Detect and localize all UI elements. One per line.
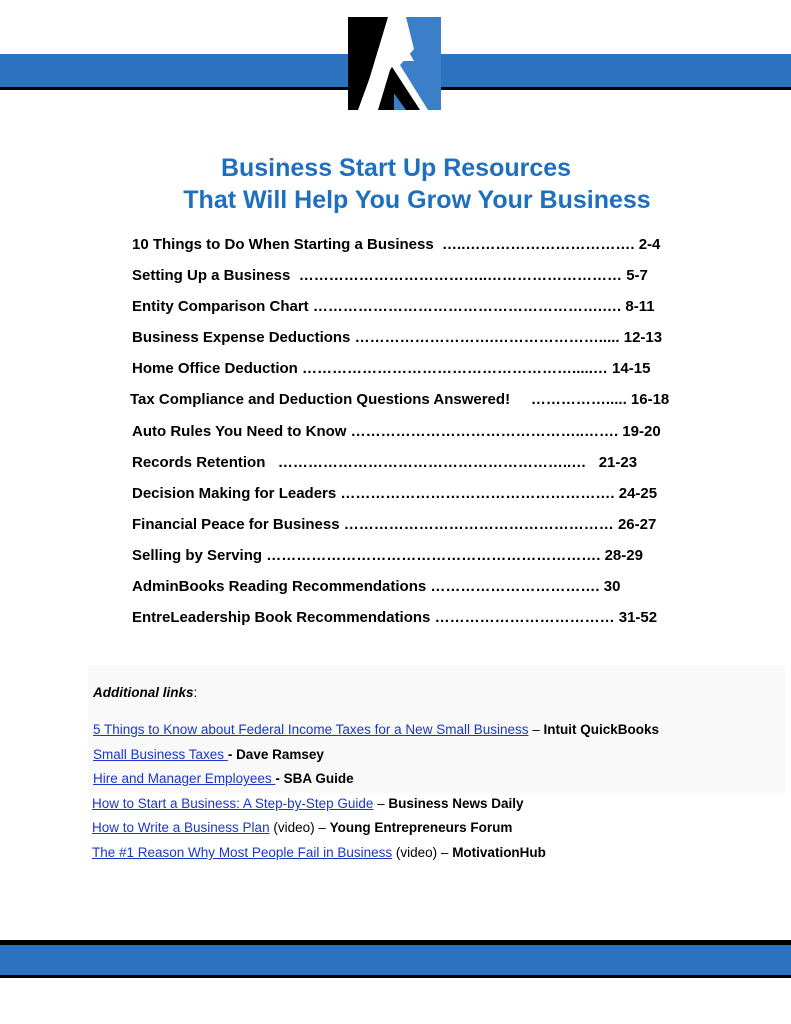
resource-link[interactable]: 5 Things to Know about Federal Income Taxes for a New Small Business [93,722,529,737]
toc-label: Financial Peace for Business [132,516,340,533]
resource-source: Intuit QuickBooks [543,722,660,737]
toc-pages: 21-23 [598,454,638,471]
toc-label: Setting Up a Business [132,267,291,284]
toc-item [132,547,643,564]
resource-link-row [92,820,512,835]
resource-link[interactable]: Hire and Manager Employees [93,771,276,786]
toc-item [132,329,662,346]
resource-link-row [92,845,546,860]
resource-source: MotivationHub [452,845,546,860]
footer-band [0,940,791,978]
toc-leader: ………………………………………………….…. [308,298,626,315]
resource-link-note: (video) – [392,845,453,860]
page-title-line1: Business Start Up Resources [220,154,572,182]
resource-source: Dave Ramsey [236,747,324,762]
resource-link-row [92,796,523,811]
toc-leader: …..……………………………. [433,236,639,253]
toc-pages: 19-20 [622,423,661,440]
toc-pages: 8-11 [625,298,655,315]
resource-link-row [93,771,354,786]
toc-pages: 12-13 [623,329,663,346]
resource-source: Business News Daily [388,796,524,811]
toc-item [132,454,637,471]
toc-leader: …………………………………………………………. [262,547,605,564]
toc-label: Entity Comparison Chart [132,298,309,315]
toc-label: AdminBooks Reading Recommendations [132,578,427,595]
toc-leader: …………………………………………………..… [265,454,599,471]
toc-label: EntreLeadership Book Recommendations [132,609,431,626]
resource-link-note: - [227,747,237,762]
toc-label: Home Office Deduction [132,360,298,377]
toc-pages: 31-52 [618,609,658,626]
toc-item [132,423,661,440]
toc-leader: ……………………………………………… [339,516,618,533]
resource-link[interactable]: How to Start a Business: A Step-by-Step Guide [92,796,374,811]
toc-item [132,298,655,315]
resource-link-note: (video) – [269,820,330,835]
toc-leader: ………………………………………..……. [346,423,623,440]
resource-link-note: - [275,771,284,786]
toc-pages: 28-29 [604,547,643,564]
toc-leader: ……………………………………………….....… [297,360,613,377]
toc-leader: ……………………….…………………..... [350,329,624,346]
toc-item [132,236,660,253]
resource-link-note: – [528,722,544,737]
toc-leader: ………………………………..……………………… [290,267,627,284]
page-title-line2: That Will Help You Grow Your Business [183,186,651,214]
toc-leader: ………………………………………………. [336,485,619,502]
toc-leader: ……………..... [510,391,631,408]
toc-label: Records Retention [132,454,266,471]
resource-link-row [93,722,659,737]
resource-source: SBA Guide [283,771,354,786]
toc-label: 10 Things to Do When Starting a Business [132,236,434,253]
toc-item [132,485,657,502]
toc-label: Decision Making for Leaders [132,485,337,502]
toc-item [130,391,669,408]
resource-link[interactable]: Small Business Taxes [93,747,228,762]
toc-pages: 5-7 [626,267,648,284]
toc-pages: 16-18 [630,391,670,408]
toc-item [132,609,657,626]
toc-pages: 14-15 [612,360,651,377]
toc-leader: ……………………………. [426,578,604,595]
admin-a-logo-icon [348,17,441,110]
toc-label: Business Expense Deductions [132,329,351,346]
toc-item [132,267,648,284]
toc-pages: 30 [603,578,621,595]
toc-label: Selling by Serving [132,547,263,564]
toc-pages: 2-4 [638,236,661,253]
toc-item [132,516,656,533]
toc-leader: ……………………………… [430,609,619,626]
toc-pages: 26-27 [617,516,657,533]
resource-link-note: – [373,796,389,811]
toc-label: Tax Compliance and Deduction Questions Answered! [130,391,511,408]
toc-label: Auto Rules You Need to Know [132,423,347,440]
resource-link[interactable]: How to Write a Business Plan [92,820,270,835]
resource-link[interactable]: The #1 Reason Why Most People Fail in Business [92,845,393,860]
resource-link-row [93,747,324,762]
resource-source: Young Entrepreneurs Forum [329,820,513,835]
toc-pages: 24-25 [618,485,658,502]
additional-links-label: Additional links: [93,685,198,700]
toc-item [132,578,620,595]
toc-item [132,360,650,377]
